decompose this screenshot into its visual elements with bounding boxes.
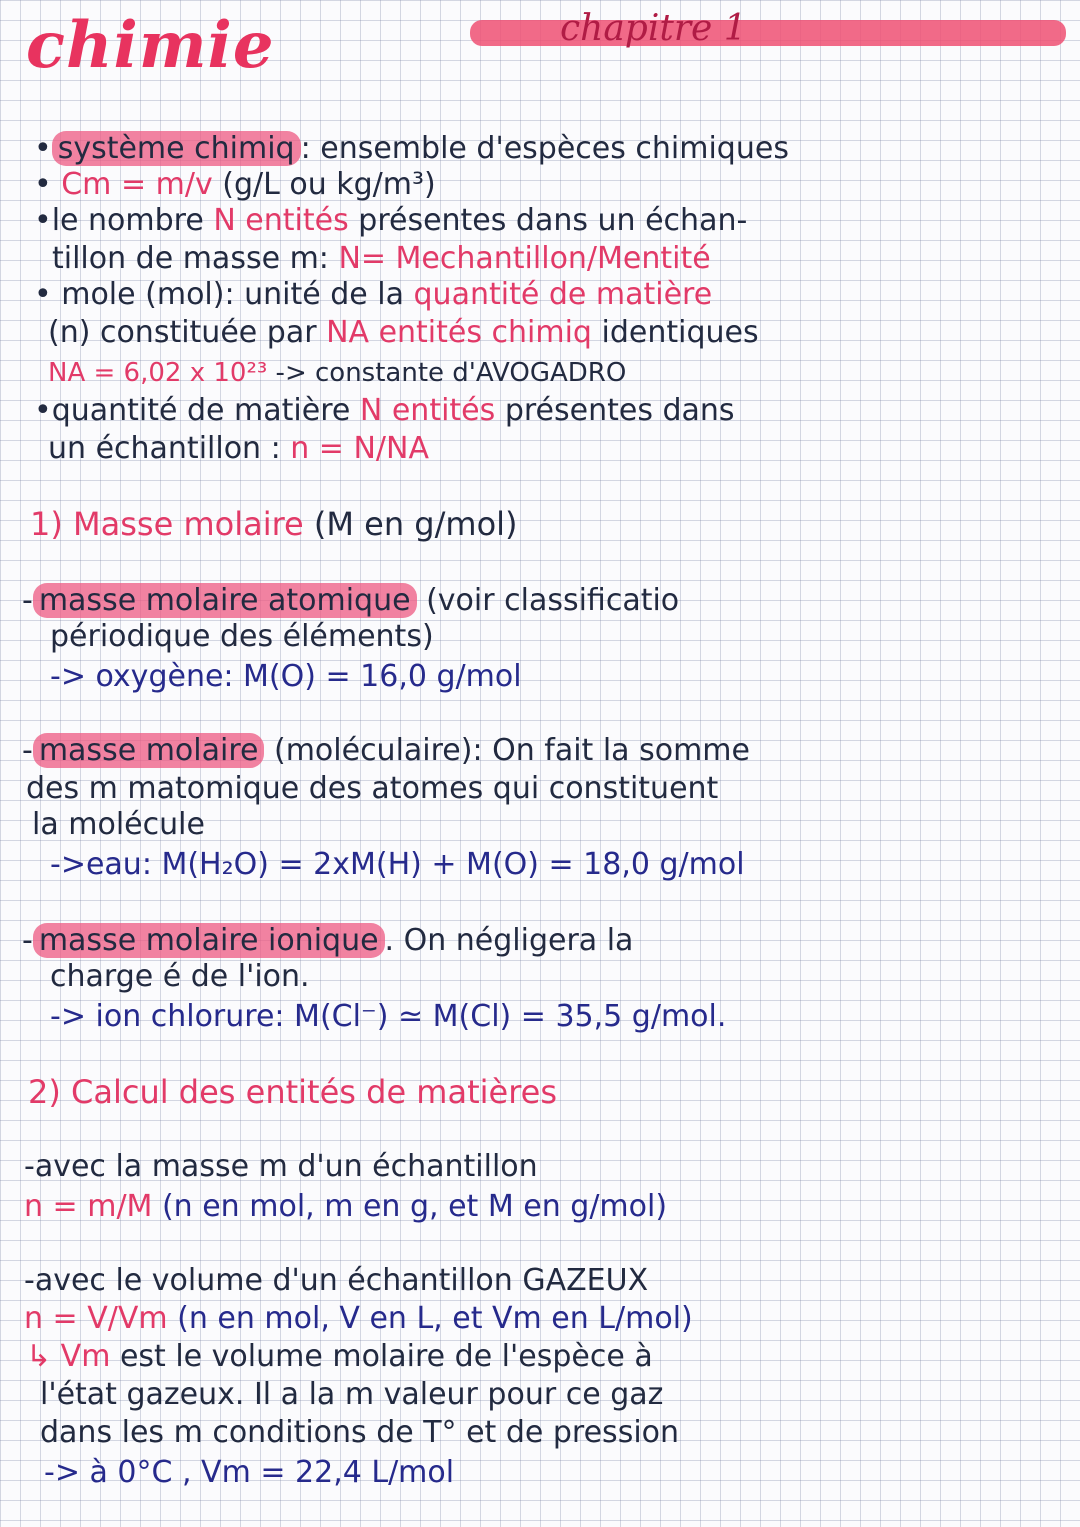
note-text: • (34, 167, 62, 202)
note-text: . On négligera la (384, 923, 634, 958)
note-text: ->eau: M(H₂O) = 2xM(H) + M(O) = 18,0 g/mol (50, 847, 745, 882)
note-line (34, 277, 713, 312)
note-line (50, 619, 434, 654)
highlighted-term: masse molaire atomique (33, 583, 417, 618)
note-line (40, 1415, 680, 1450)
note-line (24, 1189, 668, 1224)
note-text: un échantillon : (48, 431, 291, 466)
note-text: - (22, 583, 33, 618)
note-text: -> à 0°C , Vm = 22,4 L/mol (44, 1455, 455, 1490)
note-text: : ensemble d'espèces chimiques (300, 131, 789, 166)
note-text: (n en mol, V en L, et Vm en L/mol) (167, 1301, 693, 1336)
note-line (40, 1377, 664, 1412)
note-line (26, 771, 719, 806)
note-text: (moléculaire): On fait la somme (264, 733, 750, 768)
note-text: -avec la masse m d'un échantillon (24, 1149, 538, 1184)
note-text: •quantité de matière (34, 393, 360, 428)
note-text: la molécule (32, 807, 205, 842)
note-text: -> oxygène: M(O) = 16,0 g/mol (50, 659, 522, 694)
section-heading (28, 1073, 558, 1111)
note-text: des m matomique des atomes qui constituent (26, 771, 719, 806)
note-text: tillon de masse m: (52, 241, 339, 276)
note-text: NA = 6,02 x 10²³ (48, 358, 268, 388)
note-text: ↳ Vm (26, 1339, 111, 1374)
note-text: dans les m conditions de T° et de pression (40, 1415, 680, 1450)
note-line (24, 1301, 693, 1336)
page-title: chimie (26, 8, 275, 83)
note-line (26, 1339, 653, 1374)
note-text: n = V/Vm (24, 1301, 168, 1336)
highlighted-term: masse molaire ionique (33, 923, 385, 958)
note-text: n = m/M (24, 1189, 153, 1224)
note-text: - (22, 733, 33, 768)
note-text: (voir classificatio (416, 583, 680, 618)
note-text: 2) Calcul des entités de matières (28, 1073, 558, 1111)
note-line (34, 131, 789, 166)
note-text: présentes dans (495, 393, 735, 428)
note-text: présentes dans un échan- (348, 203, 748, 238)
note-text: quantité de matière (413, 277, 713, 312)
note-text: périodique des éléments) (50, 619, 434, 654)
note-line (50, 999, 727, 1034)
note-line (34, 203, 748, 238)
note-text: -avec le volume d'un échantillon GAZEUX (24, 1263, 649, 1298)
note-line (34, 393, 735, 428)
chapter-heading: chapitre 1 (560, 8, 747, 49)
note-text: (g/L ou kg/m³) (212, 167, 436, 202)
note-text: identiques (591, 315, 759, 350)
note-text: est le volume molaire de l'espèce à (110, 1339, 653, 1374)
note-line (48, 315, 759, 350)
note-text: charge é de l'ion. (50, 959, 310, 994)
highlighted-term: système chimiq (52, 131, 301, 166)
note-line (24, 1263, 649, 1298)
note-line (44, 1455, 455, 1490)
note-line (32, 807, 205, 842)
note-line (48, 431, 429, 466)
note-line (24, 1149, 538, 1184)
note-text: •le nombre (34, 203, 214, 238)
note-text: -> ion chlorure: M(Cl⁻) ≃ M(Cl) = 35,5 g/mol. (50, 999, 727, 1034)
note-text: • mole (mol): unité de la (34, 277, 414, 312)
note-text: l'état gazeux. Il a la m valeur pour ce gaz (40, 1377, 664, 1412)
note-text: 1) Masse molaire (30, 505, 304, 543)
note-line (22, 923, 634, 958)
note-text: - (22, 923, 33, 958)
note-text: (n en mol, m en g, et M en g/mol) (152, 1189, 668, 1224)
note-text: Cm = m/v (61, 167, 213, 202)
note-line (50, 959, 310, 994)
note-line (50, 659, 522, 694)
note-text: N entités (213, 203, 349, 238)
note-line (50, 847, 745, 882)
note-line (52, 241, 711, 276)
note-text: (M en g/mol) (303, 505, 518, 543)
note-text: n = N/NA (290, 431, 429, 466)
note-text: -> constante d'AVOGADRO (267, 358, 627, 388)
note-line (34, 167, 436, 202)
note-line (22, 733, 750, 768)
note-text: • (34, 131, 52, 166)
note-line (48, 360, 626, 386)
section-heading (30, 505, 518, 543)
note-text: N= Mechantillon/Mentité (338, 241, 711, 276)
highlighted-term: masse molaire (33, 733, 265, 768)
note-text: N entités (359, 393, 496, 428)
note-line (22, 583, 680, 618)
note-text: (n) constituée par (48, 315, 327, 350)
note-text: NA entités chimiq (326, 315, 592, 350)
